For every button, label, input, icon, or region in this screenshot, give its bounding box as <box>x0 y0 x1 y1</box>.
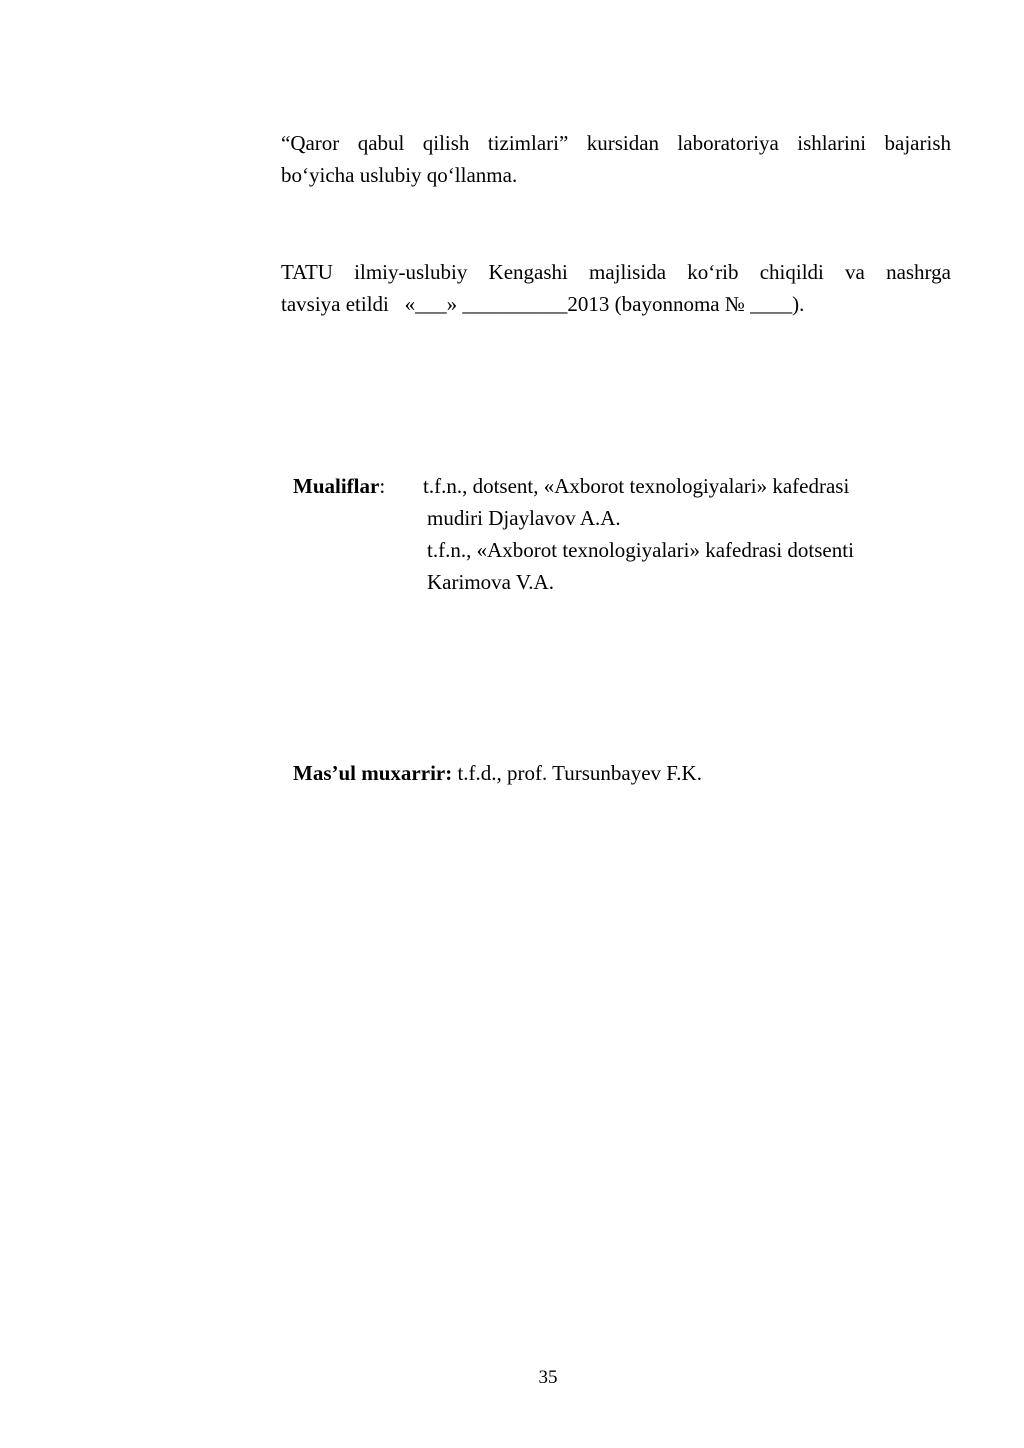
author-line-1: t.f.n., dotsent, «Axborot texnologiyalari» kafedrasi <box>423 474 850 498</box>
approval-line-1: TATU ilmiy-uslubiy Kengashi majlisida ko‘rib chiqildi va nashrga <box>281 260 951 284</box>
title-line-2: bo‘yicha uslubiy qo‘llanma. <box>281 163 518 187</box>
title-paragraph <box>281 127 951 191</box>
editor-section <box>293 757 702 789</box>
approval-line-2: tavsiya etildi «___» __________2013 (bayonnoma № ____). <box>281 292 805 316</box>
author-line-4: Karimova V.A. <box>427 570 554 594</box>
authors-label: Mualiflar <box>293 474 380 498</box>
authors-label-wrap <box>293 470 423 502</box>
author-line-3: t.f.n., «Axborot texnologiyalari» kafedrasi dotsenti <box>427 538 854 562</box>
approval-paragraph <box>281 256 951 320</box>
page-number: 35 <box>538 1367 558 1388</box>
editor-label: Mas’ul muxarrir: <box>293 761 453 785</box>
title-line-1: “Qaror qabul qilish tizimlari” kursidan laboratoriya ishlarini bajarish <box>281 131 951 155</box>
authors-section <box>293 470 953 598</box>
authors-row-1 <box>293 470 953 502</box>
author-line-2: mudiri Djaylavov A.A. <box>427 506 621 530</box>
editor-value: t.f.d., prof. Tursunbayev F.K. <box>457 761 702 785</box>
authors-colon: : <box>379 474 386 498</box>
